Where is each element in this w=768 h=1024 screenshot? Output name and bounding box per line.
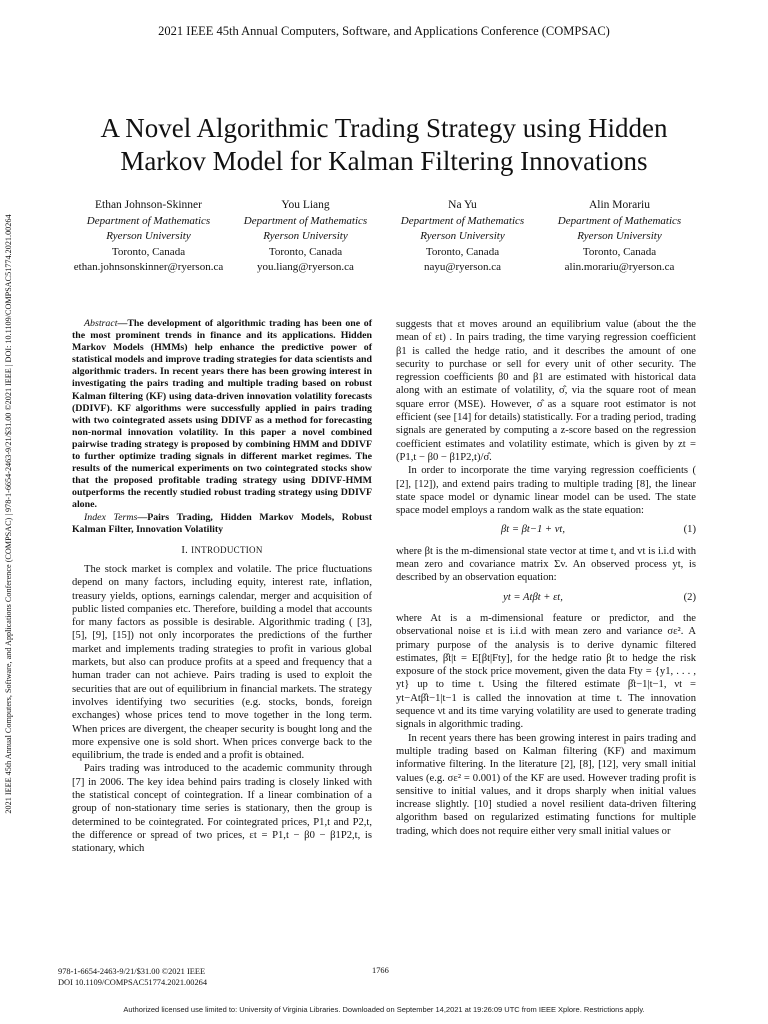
license-notice: Authorized licensed use limited to: University of Virginia Libraries. Downloaded on September 14,2021 at 19:26:09 UTC from IEEE Xplore. Restrictions apply. [123,1005,645,1014]
author-dept: Department of Mathematics [243,214,368,227]
section-number: I. [181,544,189,556]
author-city: Toronto, Canada [268,245,343,258]
author-name: Alin Morariu [588,199,650,211]
equation-1 [396,523,696,536]
author-city: Toronto, Canada [111,245,186,258]
author-name: You Liang [281,199,330,211]
author-4 [541,198,698,276]
equation-1-body: βt = βt−1 + vt, [500,524,566,536]
author-3 [384,198,541,276]
author-univ: Ryerson University [420,230,505,242]
right-paragraph-5: In recent years there has been growing interest in pairs trading and multiple trading based on Kalman filtering (KF) and maximum informative filtering. In the literature [2], [8], [12], very small initial values (e.g. σε² = 0.001) of the KF are used. However trading profit is sensitive to initial values, and it drops sharply when initial values increase slightly. [10] studied a novel resilient data-driven filtering algorithm based on regularized estimating functions for multiple trading, which does not require either very small initial values or [396,732,696,837]
author-univ: Ryerson University [106,230,191,242]
author-email[interactable]: nayu@ryerson.ca [423,261,502,273]
author-dept: Department of Mathematics [557,214,682,227]
footer-doi: DOI 10.1109/COMPSAC51774.2021.00264 [58,978,208,987]
right-column [396,318,696,838]
equation-2-body: yt = Atβt + εt, [503,591,563,603]
author-dept: Department of Mathematics [400,214,525,227]
side-doi-text: 2021 IEEE 45th Annual Computers, Software, and Applications Conference (COMPSAC) | 978-1-6654-2463-9/21/$31.00 ©2021 IEEE | DOI: 10.1109/COMPSAC51774.2021.00264 [4,214,13,814]
equation-2-number: (2) [683,591,696,603]
left-column [72,318,372,856]
footer-isbn: 978-1-6654-2463-9/21/$31.00 ©2021 IEEE [58,967,206,976]
paper-title: A Novel Algorithmic Trading Strategy using Hidden Markov Model for Kalman Filtering Innovations [100,113,668,176]
intro-paragraph-1: The stock market is complex and volatile. The price fluctuations depend on many factors, including equity, interest rate, inflation, treasury yields, options, earnings calendar, merger and acquisition of public listed companies etc. Therefore, building a model that accounts for many factors as possible is desirable. Algorithmic trading ( [3], [5], [9], [15]) not only incorporates the predictions of the further market and implements trading strategies to profit in various global markets, but also can produce profits at a speed and frequency that a human trader can not achieve. Pairs trading is used to exploit the securities that are out of equilibrium in financial markets. The strategy involves identifying two securities (e.g. stocks, bonds, foreign exchanges) whose prices tend to move together in the long term. When prices are divergent, the cheaper security is bought long and the more expensive one is sold short. When prices converge back to the equilibrium, the trade is ended and a profit is obtained. [72,563,372,762]
right-paragraph-3: where βt is the m-dimensional state vector at time t, and vt is i.i.d with mean zero and covariance matrix Σv. An observed process yt, is described by an observation equation: [396,545,696,584]
author-name: Ethan Johnson-Skinner [94,199,202,211]
author-block [70,198,698,276]
page-number: 1766 [372,966,389,975]
author-1 [70,198,227,276]
author-name: Na Yu [448,199,477,211]
section-heading [72,544,372,557]
abstract [72,318,372,512]
author-univ: Ryerson University [263,230,348,242]
author-univ: Ryerson University [577,230,662,242]
section-title: INTRODUCTION [191,544,263,555]
index-terms-label: Index Terms [84,511,138,523]
equation-1-number: (1) [683,524,696,536]
right-paragraph-1: suggests that εt moves around an equilibrium value (about the the mean of εt) . In pairs trading, the time varying regression coefficient β1 is called the hedge ratio, and it describes the amount of one security to purchase or sell for every unit of other security. The regression coefficients β0 and β1 are estimated with historical data along with an estimate of volatility, σ̂, via the square root of mean square error (MSE). However, σ̂ as a square root estimator is not efficient (see [14] for details) statistically. For a trading period, trading signals are generated by computing a z-score based on the regression coefficient estimates and volatility estimate, which is given by zt = (P1,t − β0 − β1P2,t)/σ̂. [396,319,696,463]
abstract-label: Abstract [84,318,118,329]
intro-paragraph-2: Pairs trading was introduced to the academic community through [7] in 2006. The key idea behind pairs trading is closely linked with the statistical concept of cointegration. If a linear combination of a group of non-stationary time series is stationary, then the group is determined to be cointegrated. For cointegrated prices, P1,t and P2,t, the difference or spread of two prices, εt = P1,t − β0 − β1P2,t, is stationary, which [72,763,372,855]
equation-2 [396,591,696,604]
author-2 [227,198,384,276]
author-city: Toronto, Canada [582,245,657,258]
author-email[interactable]: ethan.johnsonskinner@ryerson.ca [73,261,224,273]
right-paragraph-2: In order to incorporate the time varying regression coefficients ( [2], [12]), and extend pairs trading to multiple trading [8], the linear state space model or dynamic linear model can be used. The state space model employs a random walk as the state equation: [396,465,696,517]
author-dept: Department of Mathematics [86,214,211,227]
author-email[interactable]: alin.morariu@ryerson.ca [564,261,675,273]
author-city: Toronto, Canada [425,245,500,258]
side-doi-strip [4,136,18,892]
index-terms [72,512,372,536]
conference-header: 2021 IEEE 45th Annual Computers, Software, and Applications Conference (COMPSAC) [158,24,610,38]
author-email[interactable]: you.liang@ryerson.ca [257,261,354,273]
index-terms-text: —Pairs Trading, Hidden Markov Models, Robust Kalman Filter, Innovation Volatility [72,511,372,535]
right-paragraph-4: where At is a m-dimensional feature or predictor, and the observational noise εt is i.i.d with mean zero and variance σε². A primary purpose of the analysis is to derive dynamic filtered estimates, β̂t|t = E[βt|Fty], for the hedge ratio βt to hedge the risk exposure of the stock price movement, given the data Fty = {y1, . . . , yt} up to time t. Using the filtered estimate β̂t−1|t−1, νt = yt−Atβ̂t−1|t−1 is called the innovation at time t. The innovation sequence νt and its time varying volatility are used to generate trading signals in algorithmic trading. [396,612,696,731]
footer-left [58,966,207,988]
abstract-text: —The development of algorithmic trading has been one of the most prominent trends in finance and its applications. Hidden Markov Models (HMMs) help enhance the predictive power of statistical models and improve trading strategies for data scientists and algorithmic traders. In recent years there has been growing interest in investigating the pairs trading and multiple trading based on robust Kalman filtering (KF) using data-driven innovation volatility forecasts (DDIVF). KF algorithms were successfully applied in pairs trading with two cointegrated assets using DDIVF as a method for forecasting non-normal innovation volatility. In this paper a novel combined pairwise trading strategy is proposed by combining HMM and DDIVF to further optimize trading signals in different market regimes. The results of the numerical experiments on two cointegrated stocks show that the proposed profitable trading strategy using DDIVF-HMM outperforms the recently studied robust trading strategy using DDIVF alone. [72,318,372,511]
